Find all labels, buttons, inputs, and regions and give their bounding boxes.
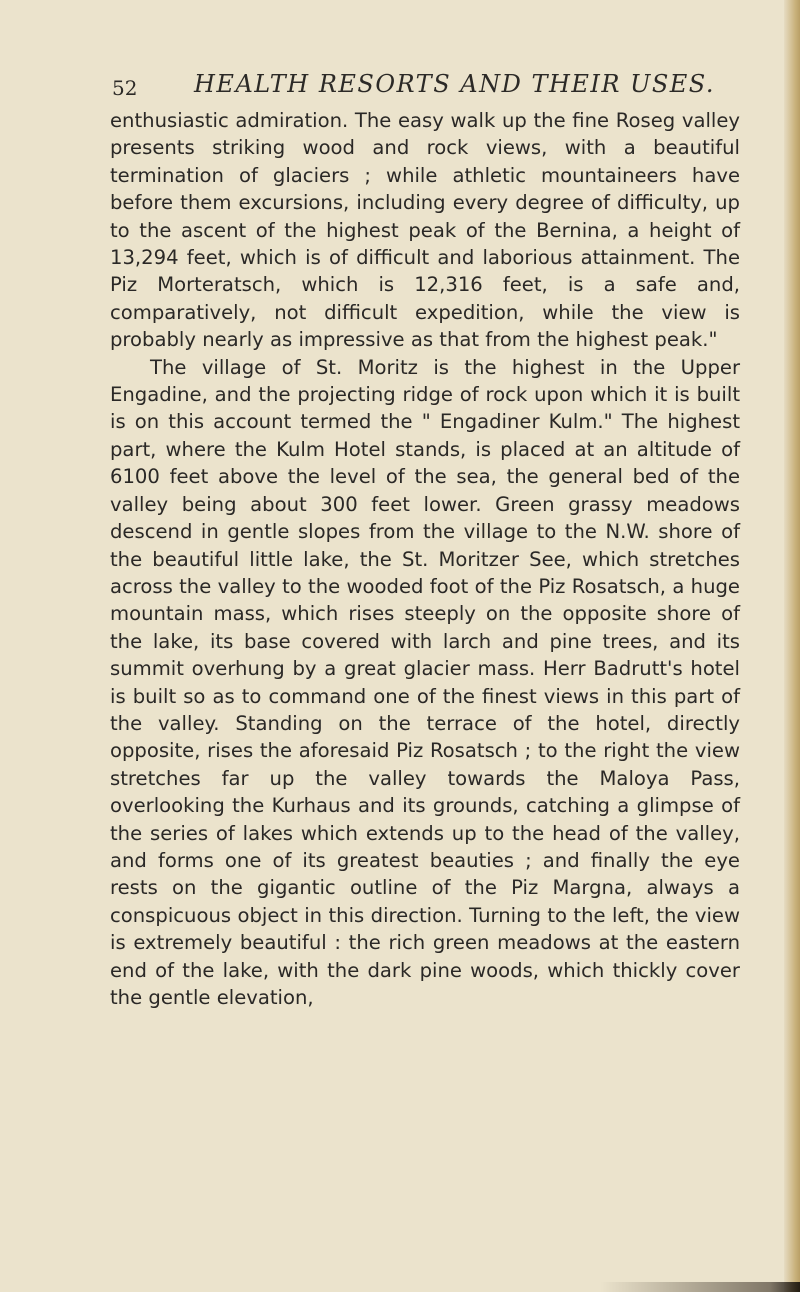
paragraph-st-moritz: The village of St. Moritz is the highest in the Upper Engadine, and the projecting ridge of rock upon which it is built is on this account termed the " Engadiner Kulm." The highest part, where the Kulm Hotel stands, is placed at an altitude of 6100 feet above the level of the sea, the general bed of the valley being about 300 feet lower. Green grassy meadows descend in gentle slopes from the village to the N.W. shore of the beautiful little lake, the St. Moritzer See, which stretches across the valley to the wooded foot of the Piz Rosatsch, a huge mountain mass, which rises steeply on the opposite shore of the lake, its base covered with larch and pine trees, and its summit overhung by a great glacier mass. Herr Badrutt's hotel is built so as to command one of the finest views in this part of the valley. Standing on the terrace of the hotel, directly opposite, rises the aforesaid Piz Rosatsch ; to the right the view stretches far up the valley towards the Maloya Pass, overlooking the Kurhaus and its grounds, catching a glimpse of the series of lakes which extends up to the head of the valley, and forms one of its greatest beauties ; and finally the eye rests on the gigantic outline of the Piz Margna, always a conspicuous object in this direction. Turning to the left, the view is extremely beautiful : the rich green meadows at the eastern end of the lake, with the dark pine woods, which thickly cover the gentle elevation,	[110, 355, 740, 1009]
page-corner-shadow	[600, 1282, 800, 1292]
running-head: HEALTH RESORTS AND THEIR USES.	[194, 70, 716, 98]
page-edge	[784, 0, 800, 1292]
body-text	[110, 107, 740, 1011]
page-header	[112, 70, 732, 104]
paragraph-continued: enthusiastic admiration. The easy walk up the fine Roseg valley presents striking wood and rock views, with a beautiful termination of glaciers ; while athletic mountaineers have before them excursions, including every degree of difficulty, up to the ascent of the highest peak of the Bernina, a height of 13,294 feet, which is of difficult and laborious attainment. The Piz Morteratsch, which is 12,316 feet, is a safe and, comparatively, not difficult expedition, while the view is probably nearly as impressive as that from the highest peak."	[110, 109, 740, 352]
page-number: 52	[112, 76, 138, 100]
